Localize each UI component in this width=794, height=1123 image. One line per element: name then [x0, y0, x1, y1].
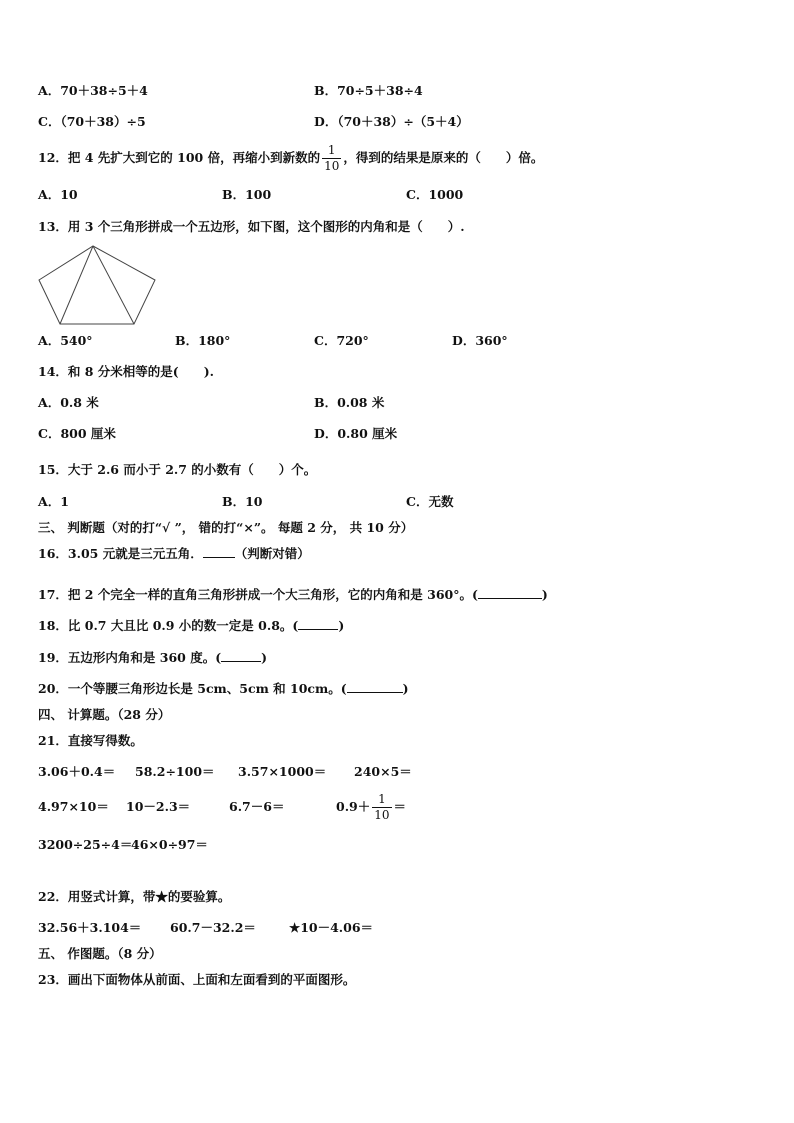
- q21-item: 240×5＝: [354, 764, 412, 779]
- q16-stem: [38, 545, 310, 563]
- q11-option-b: B．70÷5＋38÷4: [314, 83, 423, 98]
- q22-item: 32.56＋3.104＝: [38, 920, 142, 935]
- q17-suffix: ): [541, 587, 548, 602]
- q23-stem: 23．画出下面物体从前面、上面和左面看到的平面图形。: [38, 972, 356, 987]
- q19-answer-blank[interactable]: [221, 649, 261, 662]
- q12-stem: [38, 141, 543, 175]
- q15-option-a: A．1: [38, 494, 69, 509]
- q16-answer-blank[interactable]: [203, 545, 235, 558]
- q21-fraction: [372, 792, 391, 823]
- q21-item: 46×0÷97＝: [131, 837, 208, 852]
- q20-suffix: ): [402, 681, 409, 696]
- q20-text: 20．一个等腰三角形边长是 5cm、5cm 和 10cm。(: [38, 681, 347, 696]
- q13-option-b: B．180°: [175, 333, 231, 348]
- pentagon-outline: [39, 246, 155, 324]
- section-3-heading: 三、 判断题（对的打“√ ”， 错的打“×”。 每题 2 分， 共 10 分）: [38, 520, 414, 535]
- q18-answer-blank[interactable]: [298, 617, 338, 630]
- q21-item: 3.57×1000＝: [238, 764, 327, 779]
- q21-fraction-prefix: 0.9＋: [336, 799, 371, 814]
- q19-text: 19．五边形内角和是 360 度。(: [38, 650, 222, 665]
- q15-option-b: B．10: [222, 494, 263, 509]
- q12-option-a: A．10: [38, 187, 78, 202]
- q21-frac-num: 1: [378, 792, 386, 806]
- q21-item: 58.2÷100＝: [135, 764, 215, 779]
- q18-stem: [38, 617, 344, 635]
- q12-option-c: C．1000: [406, 187, 464, 202]
- q20-stem: [38, 680, 409, 698]
- section-5-heading: 五、 作图题。（8 分）: [38, 946, 162, 961]
- section-4-heading: 四、 计算题。（28 分）: [38, 707, 171, 722]
- q21-stem: 21．直接写得数。: [38, 733, 143, 748]
- pentagon-diagonal-left: [60, 246, 93, 324]
- q21-fraction-suffix: ＝: [393, 799, 407, 814]
- q12-text-before: 12．把 4 先扩大到它的 100 倍，再缩小到新数的: [38, 150, 321, 165]
- q17-answer-blank[interactable]: [478, 586, 542, 599]
- q17-stem: [38, 586, 548, 604]
- q13-stem: 13．用 3 个三角形拼成一个五边形，如下图，这个图形的内角和是（ ）.: [38, 219, 465, 234]
- q12-frac-den: 10: [324, 159, 340, 173]
- q19-suffix: ): [261, 650, 268, 665]
- q11-option-d: D．（70＋38）÷（5＋4）: [314, 114, 469, 129]
- q13-option-a: A．540°: [38, 333, 93, 348]
- q18-text: 18．比 0.7 大且比 0.9 小的数一定是 0.8。(: [38, 618, 299, 633]
- q21-item: 6.7－6＝: [229, 799, 285, 814]
- q12-option-b: B．100: [222, 187, 272, 202]
- q21-item: 4.97×10＝: [38, 799, 109, 814]
- q14-option-a: A．0.8 米: [38, 395, 99, 410]
- q15-option-c: C．无数: [406, 494, 454, 509]
- q20-answer-blank[interactable]: [347, 680, 403, 693]
- q11-option-a: A．70＋38÷5＋4: [38, 83, 148, 98]
- q21-frac-den: 10: [374, 808, 390, 822]
- q15-stem: 15．大于 2.6 而小于 2.7 的小数有（ ）个。: [38, 462, 317, 477]
- pentagon-figure: [36, 240, 161, 326]
- q11-option-c: C．（70＋38）÷5: [38, 114, 146, 129]
- q17-text: 17．把 2 个完全一样的直角三角形拼成一个大三角形，它的内角和是 360°。(: [38, 587, 478, 602]
- q22-item: ★10－4.06＝: [289, 920, 374, 935]
- q21-item: 3.06＋0.4＝: [38, 764, 116, 779]
- q18-suffix: ): [338, 618, 345, 633]
- q19-stem: [38, 649, 267, 667]
- q13-option-c: C．720°: [314, 333, 369, 348]
- q22-stem: 22．用竖式计算，带★的要验算。: [38, 889, 231, 904]
- q12-fraction: [322, 143, 341, 174]
- q12-text-after: ，得到的结果是原来的（ ）倍。: [343, 150, 544, 165]
- q22-item: 60.7－32.2＝: [170, 920, 256, 935]
- q21-item: 10－2.3＝: [126, 799, 191, 814]
- q21-item: 3200÷25÷4＝: [38, 837, 133, 852]
- q14-option-b: B．0.08 米: [314, 395, 385, 410]
- q14-option-d: D．0.80 厘米: [314, 426, 398, 441]
- q14-stem: 14．和 8 分米相等的是( ).: [38, 364, 214, 379]
- q16-suffix: （判断对错）: [234, 546, 310, 561]
- q16-text: 16．3.05 元就是三元五角．: [38, 546, 203, 561]
- q21-item-fraction: [336, 790, 406, 824]
- q14-option-c: C．800 厘米: [38, 426, 116, 441]
- q12-frac-num: 1: [327, 143, 336, 157]
- q13-option-d: D．360°: [452, 333, 508, 348]
